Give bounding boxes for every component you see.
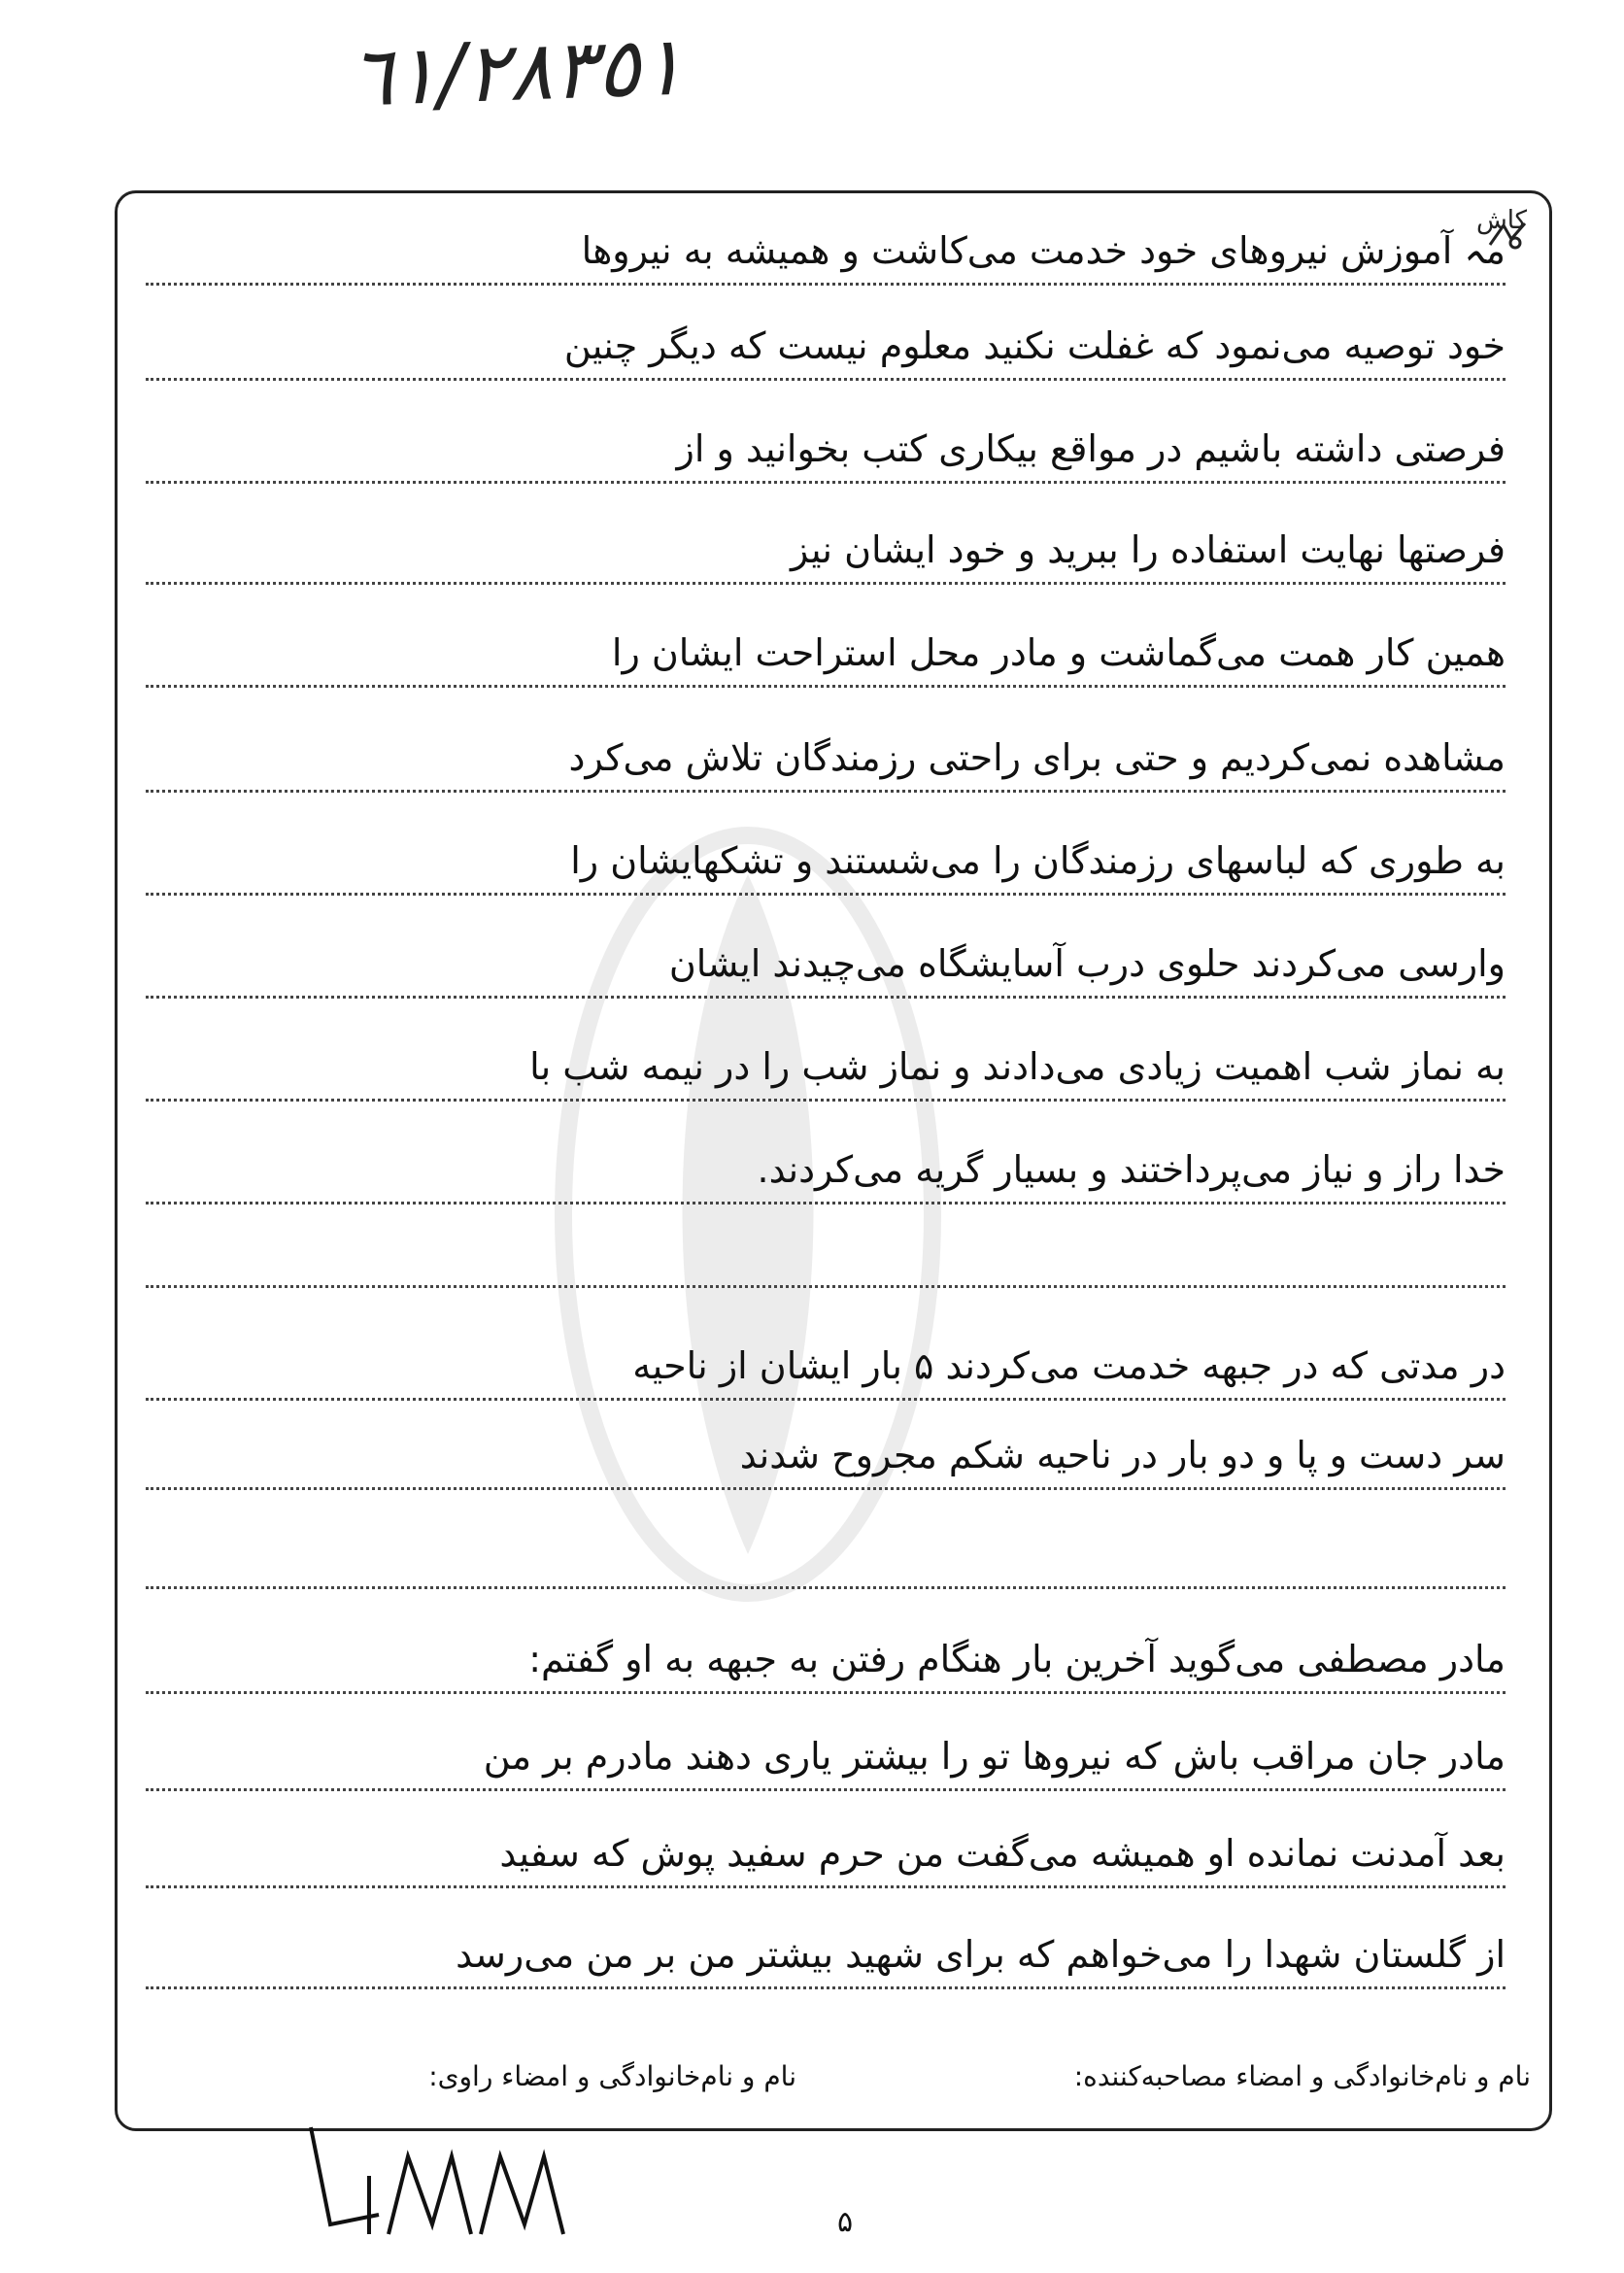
margin-note: کاش	[1476, 206, 1528, 235]
body-line-13: سر دست و پا و دو بار در ناحیه شکم مجروح شدند	[146, 1428, 1506, 1490]
narrator-label: نام و نام‌خانوادگی و امضاء راوی:	[428, 2060, 796, 2092]
body-line-14	[146, 1527, 1506, 1589]
body-line-9: به نماز شب اهمیت زیادی می‌دادند و نماز شب را در نیمه شب با	[146, 1039, 1506, 1102]
body-line-8: وارسی می‌کردند حلوی درب آسایشگاه می‌چیدند ایشان	[146, 936, 1506, 999]
body-line-12: در مدتی که در جبهه خدمت می‌کردند ۵ بار ایشان از ناحیه	[146, 1339, 1506, 1401]
body-line-3: فرصتی داشته باشیم در مواقع بیکاری کتب بخوانید و از	[146, 422, 1506, 484]
body-line-17: بعد آمدنت نمانده او همیشه می‌گفت من حرم سفید پوش که سفید	[146, 1826, 1506, 1888]
page-number: ۵	[836, 2205, 854, 2239]
body-line-16: مادر جان مراقب باش که نیروها تو را بیشتر یاری دهند مادرم بر من	[146, 1729, 1506, 1791]
body-line-10: خدا راز و نیاز می‌پرداختند و بسیار گریه می‌کردند.	[146, 1142, 1506, 1204]
signature-icon	[291, 2108, 583, 2254]
body-line-18: از گلستان شهدا را می‌خواهم که برای شهید بیشتر من بر من می‌رسد	[146, 1927, 1506, 1989]
body-line-2: خود توصیه می‌نمود که غفلت نکنید معلوم نیست که دیگر چنین	[146, 319, 1506, 381]
interviewer-label: نام و نام‌خانوادگی و امضاء مصاحبه‌کننده:	[1073, 2060, 1531, 2092]
body-line-11	[146, 1226, 1506, 1288]
document-number: ٦١/٢٨٣٥١	[348, 17, 686, 125]
body-line-7: به طوری که لباسهای رزمندگان را می‌شستند و تشکهایشان را	[146, 833, 1506, 896]
body-line-1: مہ آموزش نیروهای خود خدمت می‌کاشت و همیشه به نیروها	[146, 223, 1506, 286]
body-line-15: مادر مصطفی می‌گوید آخرین بار هنگام رفتن به جبهه به او گفتم:	[146, 1632, 1506, 1694]
body-line-4: فرصتها نهایت استفاده را ببرید و خود ایشان نیز	[146, 523, 1506, 585]
watermark-emblem-icon	[544, 816, 952, 1612]
body-line-5: همین کار همت می‌گماشت و مادر محل استراحت ایشان را	[146, 626, 1506, 688]
body-line-6: مشاهده نمی‌کردیم و حتی برای راحتی رزمندگان تلاش می‌کرد	[146, 730, 1506, 793]
